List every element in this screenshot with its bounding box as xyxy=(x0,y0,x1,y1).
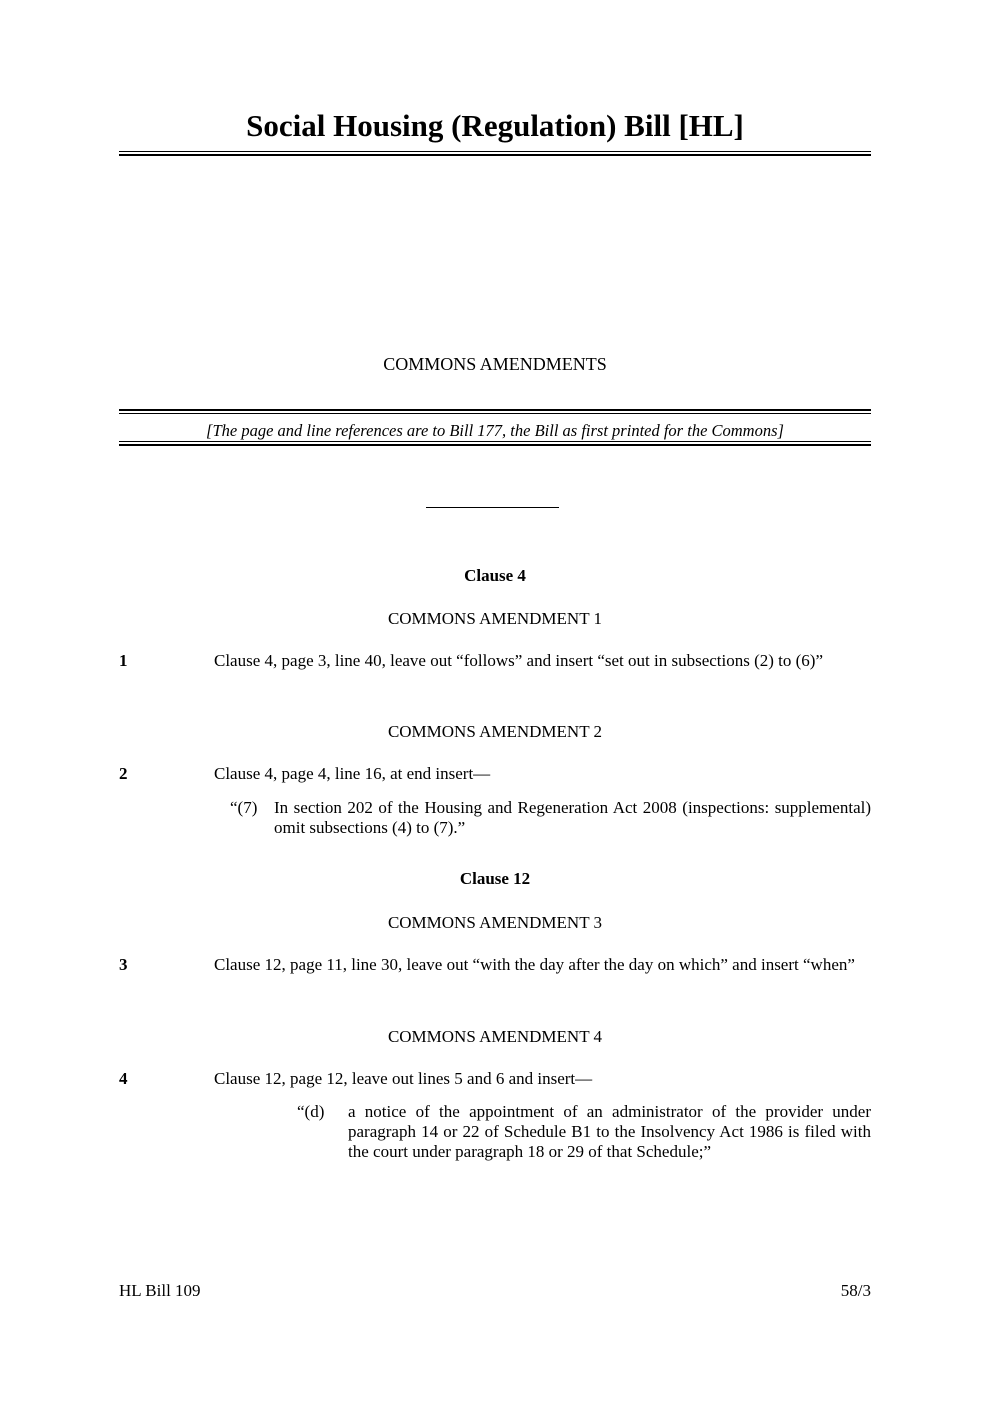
amendment-text: Clause 12, page 12, leave out lines 5 and 6 and insert— xyxy=(214,1069,593,1088)
note-rule-bottom-thin xyxy=(119,441,871,442)
title-rule-thick xyxy=(119,154,871,156)
clause-heading: Clause 12 xyxy=(459,869,531,888)
amendment-text: Clause 12, page 11, line 30, leave out “with the day after the day on which” and insert “when” xyxy=(214,955,855,974)
document-title: Social Housing (Regulation) Bill [HL] xyxy=(246,108,744,143)
separator-rule xyxy=(426,507,559,508)
amendment-number: 2 xyxy=(119,764,128,783)
amendment-heading: COMMONS AMENDMENT 1 xyxy=(387,609,603,628)
note-rule-top-thick xyxy=(119,409,871,411)
amendment-heading: COMMONS AMENDMENT 4 xyxy=(387,1027,603,1046)
note-rule-top-thin xyxy=(119,413,871,414)
quote-label: “(d) xyxy=(297,1102,325,1121)
section-heading: COMMONS AMENDMENTS xyxy=(383,354,607,374)
footer-reference: 58/3 xyxy=(840,1281,871,1300)
amendment-number: 3 xyxy=(119,955,128,974)
clause-heading: Clause 4 xyxy=(464,566,526,585)
footer-bill-number: HL Bill 109 xyxy=(119,1281,201,1300)
amendment-text: Clause 4, page 3, line 40, leave out “follows” and insert “set out in subsections (2) to (6)” xyxy=(214,651,824,670)
amendment-heading: COMMONS AMENDMENT 2 xyxy=(387,722,603,741)
amendment-text: Clause 4, page 4, line 16, at end insert— xyxy=(214,764,491,783)
note-rule-bottom-thick xyxy=(119,444,871,446)
title-rule-thin xyxy=(119,151,871,152)
amendment-number: 4 xyxy=(119,1069,128,1088)
reference-note: [The page and line references are to Bill 177, the Bill as first printed for the Commons] xyxy=(206,421,784,440)
quote-label: “(7) xyxy=(230,798,258,817)
quote-text: In section 202 of the Housing and Regeneration Act 2008 (inspections: supplemental) omit subsections (4) to (7).” xyxy=(274,798,871,837)
amendment-number: 1 xyxy=(119,651,128,670)
amendment-heading: COMMONS AMENDMENT 3 xyxy=(387,913,603,932)
quote-text: a notice of the appointment of an administrator of the provider under paragraph 14 or 22 of Schedule B1 to the Insolvency Act 1986 is filed with the court under paragraph 18 or 29 of that Schedule;” xyxy=(348,1102,871,1161)
